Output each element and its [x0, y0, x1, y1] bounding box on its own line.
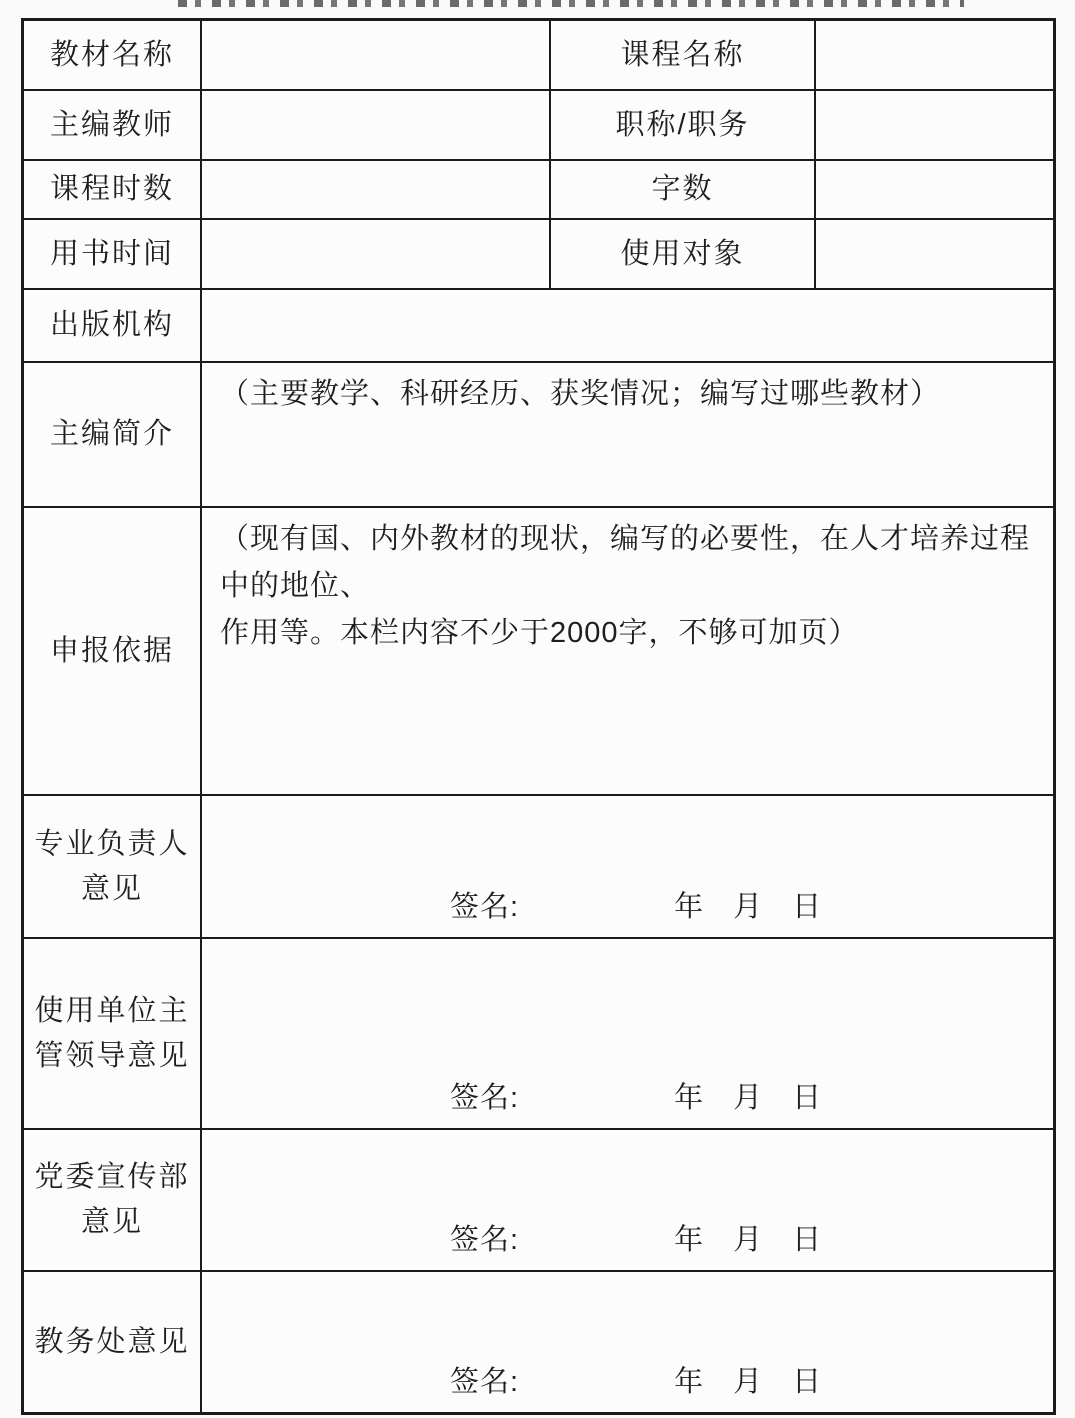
row-application-basis: [24, 508, 1053, 796]
sign-label: 签名:: [450, 1366, 520, 1398]
row-usage-time: [24, 220, 1053, 290]
date-year-label: 年: [674, 1224, 705, 1256]
title-position-input[interactable]: [816, 91, 1053, 159]
row-academic-affairs-office-opinion: [24, 1272, 1053, 1412]
label-line1: 教务处意见: [34, 1325, 190, 1358]
row-editor-profile: [24, 363, 1053, 508]
signature-line: [202, 884, 1053, 925]
publisher-input[interactable]: [202, 290, 1053, 361]
title-position-label: 职称/职务: [551, 91, 816, 159]
date-day-label: 日: [792, 1366, 823, 1398]
date-year-label: 年: [674, 891, 705, 923]
date-day-label: 日: [792, 1224, 823, 1256]
using-unit-leader-opinion-label: [24, 939, 202, 1128]
editor-profile-hint: （主要教学、科研经历、获奖情况；编写过哪些教材）: [220, 378, 941, 410]
program-director-opinion-label: [24, 796, 202, 937]
signature-line: [202, 1359, 1053, 1400]
course-name-input[interactable]: [816, 21, 1053, 89]
application-basis-hint-line2: 作用等。本栏内容不少于2000字，不够可加页）: [220, 617, 859, 649]
sign-label: 签名:: [450, 1082, 520, 1114]
signature-line: [202, 1217, 1053, 1258]
row-publisher: [24, 290, 1053, 363]
program-director-opinion-input[interactable]: [202, 796, 1053, 937]
date-month-label: 月: [733, 1224, 764, 1256]
usage-time-label: 用书时间: [24, 220, 202, 288]
sign-label: 签名:: [450, 891, 520, 923]
party-propaganda-dept-opinion-label: [24, 1130, 202, 1270]
row-course-hours: [24, 161, 1053, 220]
signature-line: [202, 1075, 1053, 1116]
course-hours-label: 课程时数: [24, 161, 202, 218]
label-line2: 意见: [80, 1206, 143, 1238]
word-count-input[interactable]: [816, 161, 1053, 218]
target-users-input[interactable]: [816, 220, 1053, 288]
editor-profile-label: 主编简介: [24, 363, 202, 506]
row-program-director-opinion: [24, 796, 1053, 939]
chief-editor-label: 主编教师: [24, 91, 202, 159]
using-unit-leader-opinion-input[interactable]: [202, 939, 1053, 1128]
date-day-label: 日: [792, 891, 823, 923]
row-chief-editor: [24, 91, 1053, 161]
label-line1: 使用单位主: [34, 994, 190, 1027]
date-month-label: 月: [733, 1082, 764, 1114]
editor-profile-input[interactable]: [202, 363, 1053, 506]
textbook-name-label: 教材名称: [24, 21, 202, 89]
date-year-label: 年: [674, 1366, 705, 1398]
row-party-propaganda-dept-opinion: [24, 1130, 1053, 1272]
label-line2: 意见: [80, 872, 143, 905]
label-line1: 党委宣传部: [34, 1161, 190, 1193]
application-basis-label: 申报依据: [24, 508, 202, 794]
course-hours-input[interactable]: [202, 161, 551, 218]
application-basis-hint: [202, 508, 1053, 657]
word-count-label: 字数: [551, 161, 816, 218]
target-users-label: 使用对象: [551, 220, 816, 288]
row-using-unit-leader-opinion: [24, 939, 1053, 1130]
academic-affairs-office-opinion-label: [24, 1272, 202, 1412]
label-line2: 管领导意见: [34, 1039, 190, 1072]
application-basis-input[interactable]: [202, 508, 1053, 794]
date-year-label: 年: [674, 1082, 705, 1114]
date-month-label: 月: [733, 1366, 764, 1398]
course-name-label: 课程名称: [551, 21, 816, 89]
label-line1: 专业负责人: [34, 827, 190, 860]
party-propaganda-dept-opinion-input[interactable]: [202, 1130, 1053, 1270]
usage-time-input[interactable]: [202, 220, 551, 288]
date-month-label: 月: [733, 891, 764, 923]
academic-affairs-office-opinion-input[interactable]: [202, 1272, 1053, 1412]
row-textbook-name: [24, 21, 1053, 91]
sign-label: 签名:: [450, 1224, 520, 1256]
chief-editor-input[interactable]: [202, 91, 551, 159]
publisher-label: 出版机构: [24, 290, 202, 361]
clipped-page-title-fragment: [178, 0, 964, 7]
textbook-application-form: [21, 18, 1056, 1415]
textbook-name-input[interactable]: [202, 21, 551, 89]
date-day-label: 日: [792, 1082, 823, 1114]
application-basis-hint-line1: （现有国、内外教材的现状，编写的必要性，在人才培养过程中的地位、: [220, 523, 1031, 602]
